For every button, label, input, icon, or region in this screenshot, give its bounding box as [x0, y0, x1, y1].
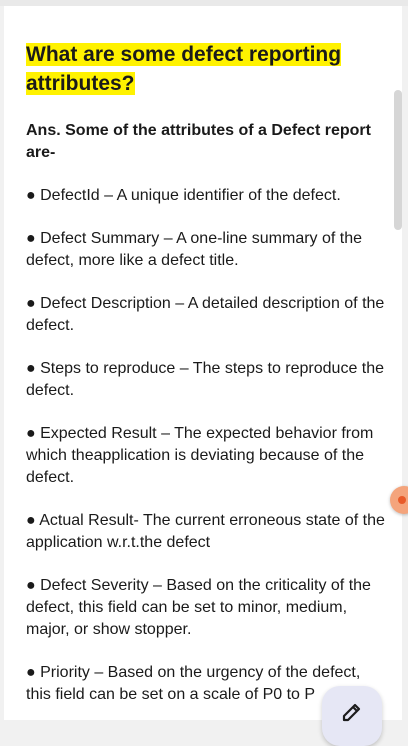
list-item: ● Defect Description – A detailed description of the defect. [26, 295, 385, 334]
list-item: ● Priority – Based on the urgency of the defect, this field can be set on a scale of P0 to P [26, 664, 361, 703]
question-heading: What are some defect reporting attributes? [26, 43, 342, 95]
document-page [4, 6, 402, 720]
list-item: ● Defect Severity – Based on the criticality of the defect, this field can be set to minor, medium, major, or show stopper. [26, 577, 371, 638]
answer-intro: Ans. Some of the attributes of a Defect report are- [26, 122, 371, 161]
scrollbar-thumb[interactable] [394, 90, 402, 230]
list-item: ● DefectId – A unique identifier of the defect. [26, 187, 341, 204]
edit-button[interactable] [322, 686, 382, 746]
list-item: ● Defect Summary – A one-line summary of the defect, more like a defect title. [26, 230, 363, 269]
list-item: ● Actual Result- The current erroneous state of the application w.r.t.the defect [26, 512, 385, 551]
question-heading-wrap [26, 40, 386, 98]
article-content [26, 40, 386, 720]
pencil-icon [340, 700, 364, 724]
floating-dot-icon [398, 496, 406, 504]
list-item: ● Expected Result – The expected behavior from which theapplication is deviating because of the defect. [26, 425, 374, 486]
list-item: ● Steps to reproduce – The steps to reproduce the defect. [26, 360, 385, 399]
